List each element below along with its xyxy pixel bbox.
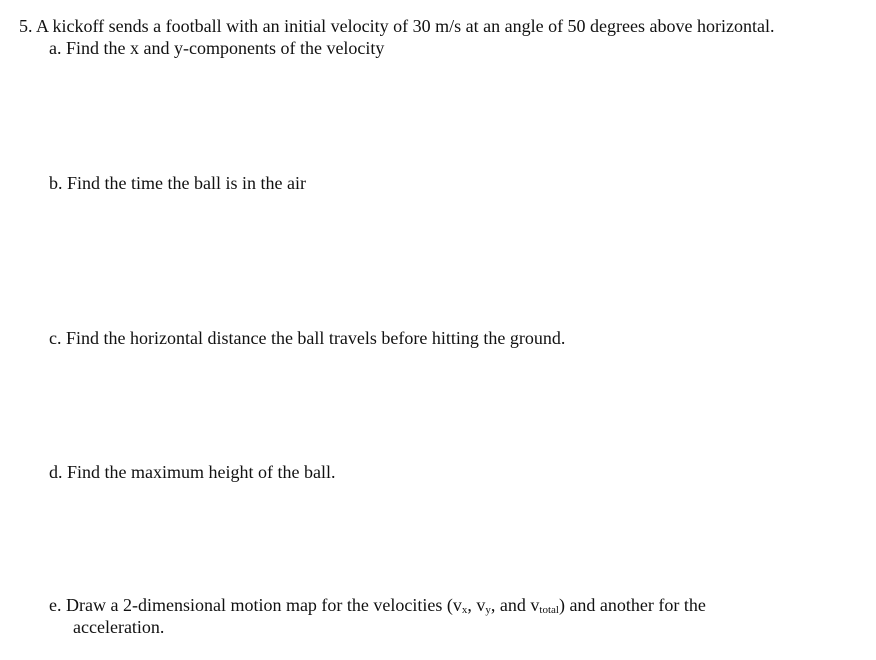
part-a-prompt: a. Find the x and y-components of the velocity: [49, 38, 385, 58]
vtotal-subscript: total: [539, 604, 559, 616]
part-e-sep2: , and v: [490, 595, 540, 615]
vx-subscript: x: [461, 604, 468, 616]
part-e-sep1: , v: [467, 595, 486, 615]
part-e-prompt-line2: acceleration.: [73, 617, 165, 637]
part-e-prefix: e. Draw a 2-dimensional motion map for the velocities (v: [49, 595, 462, 615]
part-e-prompt-line1: [49, 595, 706, 617]
part-d-prompt: d. Find the maximum height of the ball.: [49, 462, 336, 482]
vy-subscript: y: [485, 604, 491, 616]
part-e-suffix: ) and another for the: [558, 595, 706, 615]
question-title: 5. A kickoff sends a football with an initial velocity of 30 m/s at an angle of 50 degrees above horizontal.: [19, 16, 775, 36]
part-b-prompt: b. Find the time the ball is in the air: [49, 173, 306, 193]
part-c-prompt: c. Find the horizontal distance the ball travels before hitting the ground.: [49, 328, 566, 348]
